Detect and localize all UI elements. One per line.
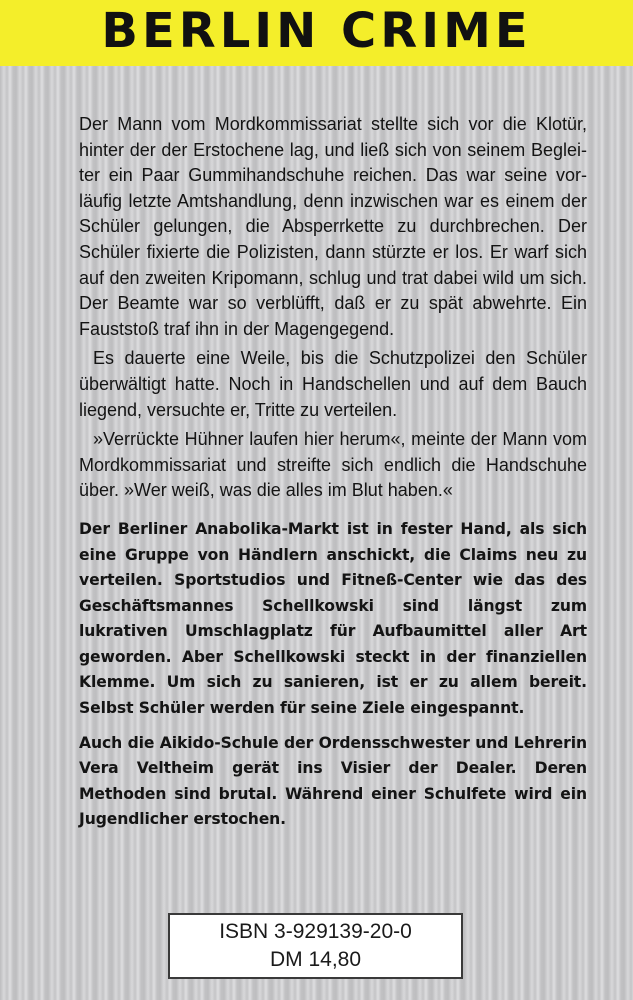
excerpt-paragraph-3: »Verrückte Hühner laufen hier herum«, meinte der Mann vom Mordkommissariat und streifte sich endlich die Handschuhe über. »Wer weiß, was die alles im Blut haben.« xyxy=(79,429,587,501)
header-banner xyxy=(0,0,633,66)
isbn-number: ISBN 3-929139-20-0 xyxy=(219,920,412,943)
synopsis-paragraph-1: Der Berliner Anabolika-Markt ist in fester Hand, als sich eine Gruppe von Händlern anschickt, die Claims neu zu verteilen. Sportstudios und Fitneß-Center wie das des Geschäftsmannes Schellkowski sind längst zum lukrativen Umschlagplatz für Aufbaumittel aller Art geworden. Aber Schellkowski steckt in der finanziellen Klemme. Um sich zu sanieren, ist er zu allem bereit. Selbst Schüler werden für seine Ziele eingespannt. xyxy=(79,519,587,718)
back-cover-text xyxy=(79,112,587,842)
synopsis-paragraph-2: Auch die Aikido-Schule der Ordensschwester und Lehrerin Vera Veltheim gerät ins Visier der Dealer. Deren Methoden sind brutal. Während einer Schulfete wird ein Jugendlicher erstochen. xyxy=(79,733,587,829)
isbn-price-label xyxy=(168,913,463,979)
excerpt-paragraph-2: Es dauerte eine Weile, bis die Schutzpolizei den Schüler überwältigt hatte. Noch in Handschellen und auf dem Bauch liegend, versuchte er, Tritte zu verteilen. xyxy=(79,348,587,420)
synopsis xyxy=(79,517,587,833)
excerpt-paragraph-1: Der Mann vom Mordkommissariat stellte sich vor die Klotür, hinter der der Erstochene lag, und ließ sich von seinem Begleiter ein Paar Gummihandschuhe reichen. Das war seine vorläufig letzte Amtshandlung, denn inzwischen war es einem der Schüler gelungen, die Absperrkette zu durchbrechen. Der Schüler fixierte die Polizisten, dann stürzte er los. Er warf sich auf den zweiten Kripomann, schlug und trat dabei wild um sich. Der Beamte war so verblüfft, daß er zu spät abwehrte. Ein Fauststoß traf ihn in der Magengegend. xyxy=(79,114,587,339)
series-title: BERLIN CRIME xyxy=(101,3,532,59)
price: DM 14,80 xyxy=(269,948,362,971)
